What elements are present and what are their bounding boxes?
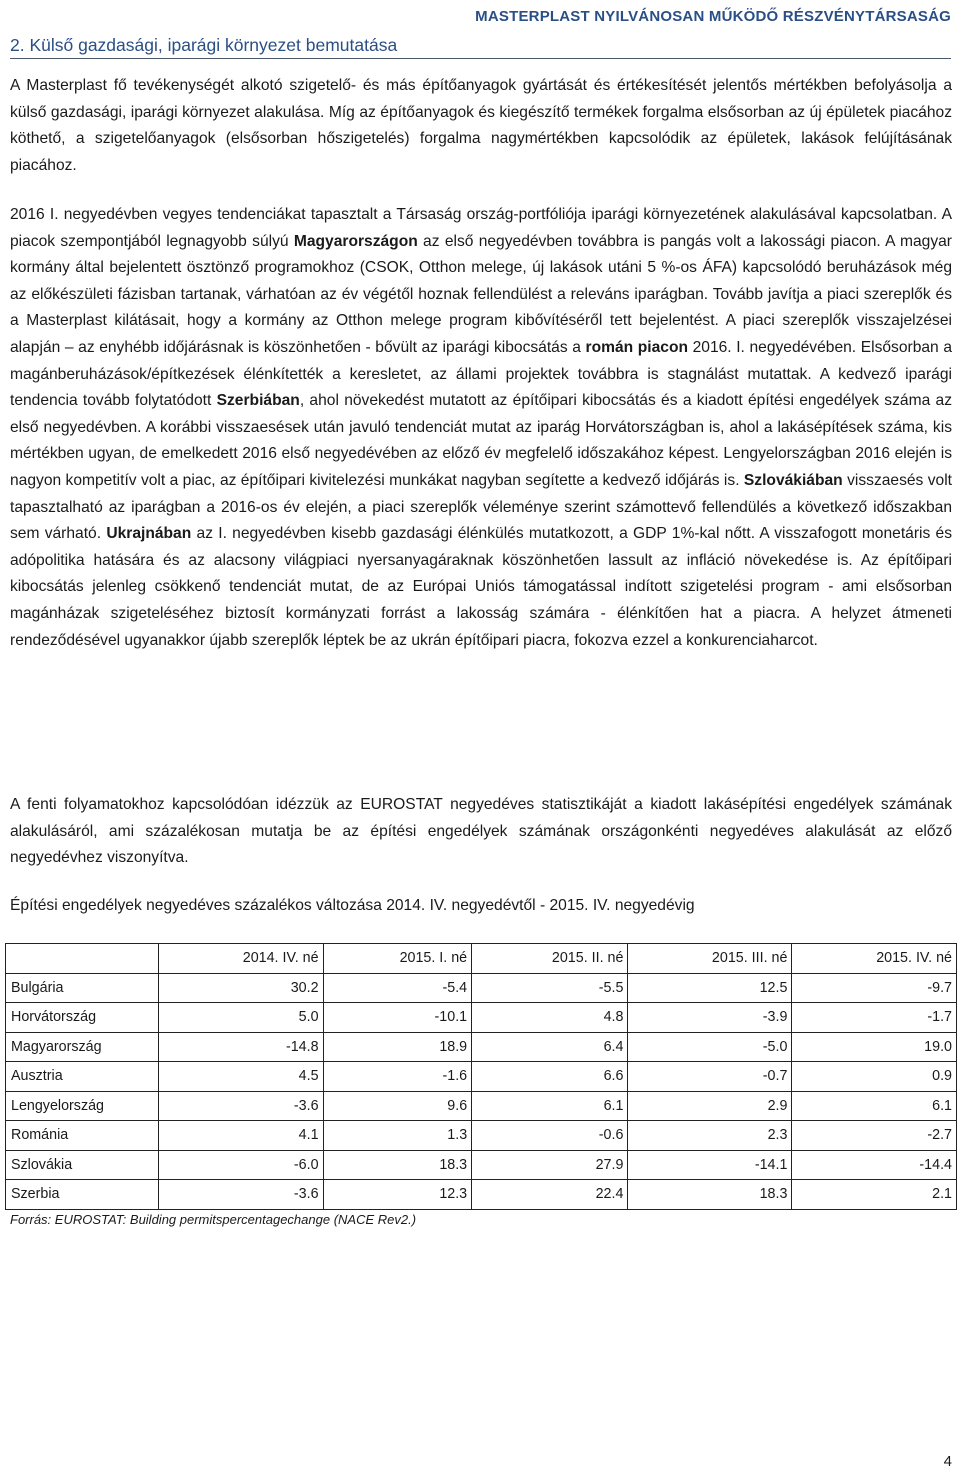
country-cell: Románia (6, 1121, 159, 1151)
table-source: Forrás: EUROSTAT: Building permitspercentagechange (NACE Rev2.) (10, 1212, 417, 1227)
value-cell: 18.3 (628, 1180, 792, 1210)
value-cell: 9.6 (323, 1091, 472, 1121)
value-cell: -3.9 (628, 1003, 792, 1033)
table-header-row (6, 944, 957, 974)
value-cell: -5.5 (472, 973, 628, 1003)
value-cell: 1.3 (323, 1121, 472, 1151)
value-cell: -10.1 (323, 1003, 472, 1033)
value-cell: 6.1 (472, 1091, 628, 1121)
value-cell: 6.1 (792, 1091, 957, 1121)
value-cell: -3.6 (159, 1091, 324, 1121)
value-cell: 12.3 (323, 1180, 472, 1210)
company-name: MASTERPLAST NYILVÁNOSAN MŰKÖDŐ RÉSZVÉNYTÁRSASÁG (475, 8, 951, 25)
column-header: 2015. I. né (323, 944, 472, 974)
value-cell: -5.4 (323, 973, 472, 1003)
highlight-ukraine: Ukrajnában (106, 525, 192, 543)
page-number: 4 (943, 1453, 952, 1470)
value-cell: 4.1 (159, 1121, 324, 1151)
column-header: 2015. III. né (628, 944, 792, 974)
section-title: 2. Külső gazdasági, iparági környezet bemutatása (10, 35, 398, 55)
value-cell: -14.4 (792, 1150, 957, 1180)
value-cell: -6.0 (159, 1150, 324, 1180)
value-cell: 18.3 (323, 1150, 472, 1180)
value-cell: 19.0 (792, 1032, 957, 1062)
highlight-serbia: Szerbiában (216, 392, 300, 410)
column-header: 2015. II. né (472, 944, 628, 974)
page-header (10, 4, 951, 59)
highlight-slovakia: Szlovákiában (743, 471, 843, 489)
value-cell: -3.6 (159, 1180, 324, 1210)
value-cell: -2.7 (792, 1121, 957, 1151)
column-header: 2014. IV. né (159, 944, 324, 974)
market-overview-paragraph: 2016 I. negyedévben vegyes tendenciákat tapasztalt a Társaság ország-portfóliója iparági környezetének alakulásával kapcsolatban. A piacok szempontjából legnagyobb súlyú Magyarországon az első negyedévben továbbra is pangás volt a lakossági piacon. A magyar kormány által bejelentett ösztönző programokhoz (CSOK, Otthon melege, új lakások utáni 5 %-os ÁFA) kapcsolódó beruházások még az előkészületi fázisban tartanak, várhatóan az év végétől hoznak fellendülést a releváns iparágban. Tovább javítja a piaci szereplők és a Masterplast kilátásait, hogy a kormány az Otthon melege program kibővítéséről tett bejelentést. A piaci szereplők visszajelzései alapján – az enyhébb időjárásnak is köszönhetően - bővült az iparági kibocsátás a román piacon 2016. I. negyedévében. Elsősorban a magánberuházások/építkezések élénkítették a keresletet, az állami projektek továbbra is stagnálást mutattak. A kedvező iparági tendencia tovább folytatódott Szerbiában, ahol növekedést mutatott az építőipari kibocsátás és a kiadott építési engedélyek száma az első negyedévben. A korábbi visszaesések után javuló tendenciát mutat az iparág Horvátországban is, ahol a lakásépítések száma, kis mértékben ugyan, de emelkedett 2016 első negyedévében az előző év megfelelő időszakához képest. Lengyelországban 2016 elején is nagyon kompetitív volt a piac, az építőipari kivitelezési munkákat nagyban segítette a kedvező időjárás is. Szlovákiában visszaesés volt tapasztalható az iparágban a 2016-os év elején, a piaci szereplők véleménye szerint számottevő fellendülés a következő időszakban sem várható. Ukrajnában az I. negyedévben kisebb gazdasági élénkülés mutatkozott, a GDP 1%-kal nőtt. A visszafogott monetáris és adópolitika hatására és az alacsony világpiaci nyersanyagáraknak köszönhetően lassult az infláció növekedése is. Az építőipari kibocsátás jelenleg csökkenő tendenciát mutat, de az Európai Uniós támogatással indított szigetelési program - ami elsősorban magánházak szigeteléséhez biztosít kormányzati forrást a lakosság számára - élénkítően hat a piacra. A helyzet átmeneti rendeződésével ugyanakkor újabb szereplők léptek be az ukrán építőipari piacra, fokozva ezzel a konkurenciaharcot. (10, 206, 953, 649)
value-cell: 22.4 (472, 1180, 628, 1210)
value-cell: -5.0 (628, 1032, 792, 1062)
table-row (6, 1150, 957, 1180)
intro-paragraph: A Masterplast fő tevékenységét alkotó szigetelő- és más építőanyagok gyártását és értékesítését jelentős mértékben befolyásolja a külső gazdasági, iparági környezet alakulása. Míg az építőanyagok és kiegészítő termékek forgalma elsősorban az új épületek piacához köthető, a szigetelőanyagok (elsősorban hőszigetelés) forgalma nagymértékben kapcsolódik az épületek, lakások felújításának piacához. (10, 77, 952, 174)
value-cell: -1.7 (792, 1003, 957, 1033)
value-cell: 5.0 (159, 1003, 324, 1033)
value-cell: 12.5 (628, 973, 792, 1003)
value-cell: 6.4 (472, 1032, 628, 1062)
country-cell: Lengyelország (6, 1091, 159, 1121)
value-cell: -1.6 (323, 1062, 472, 1092)
table-row (6, 1180, 957, 1210)
value-cell: 18.9 (323, 1032, 472, 1062)
country-cell: Szerbia (6, 1180, 159, 1210)
value-cell: 4.5 (159, 1062, 324, 1092)
value-cell: -0.7 (628, 1062, 792, 1092)
value-cell: 2.3 (628, 1121, 792, 1151)
country-cell: Szlovákia (6, 1150, 159, 1180)
table-row (6, 1121, 957, 1151)
highlight-hungary: Magyarországon (293, 232, 418, 250)
table-row (6, 1062, 957, 1092)
country-cell: Ausztria (6, 1062, 159, 1092)
value-cell: -0.6 (472, 1121, 628, 1151)
table-caption: Építési engedélyek negyedéves százalékos változása 2014. IV. negyedévtől - 2015. IV. negyedévig (10, 897, 695, 914)
country-cell: Horvátország (6, 1003, 159, 1033)
value-cell: -14.1 (628, 1150, 792, 1180)
building-permits-table (5, 943, 957, 1210)
value-cell: 2.1 (792, 1180, 957, 1210)
value-cell: 2.9 (628, 1091, 792, 1121)
table-row (6, 1091, 957, 1121)
table-row (6, 973, 957, 1003)
value-cell: 27.9 (472, 1150, 628, 1180)
corner-cell (6, 944, 159, 974)
value-cell: 6.6 (472, 1062, 628, 1092)
value-cell: -14.8 (159, 1032, 324, 1062)
value-cell: 4.8 (472, 1003, 628, 1033)
column-header: 2015. IV. né (792, 944, 957, 974)
highlight-romania: román piacon (585, 338, 689, 356)
table-row (6, 1003, 957, 1033)
country-cell: Magyarország (6, 1032, 159, 1062)
value-cell: -9.7 (792, 973, 957, 1003)
value-cell: 0.9 (792, 1062, 957, 1092)
country-cell: Bulgária (6, 973, 159, 1003)
table-row (6, 1032, 957, 1062)
eurostat-paragraph: A fenti folyamatokhoz kapcsolódóan idézzük az EUROSTAT negyedéves statisztikáját a kiadott lakásépítési engedélyek számának alakulásáról, ami százalékosan mutatja be az építési engedélyek számának országonkénti negyedéves alakulását az előző negyedévhez viszonyítva. (10, 796, 952, 867)
value-cell: 30.2 (159, 973, 324, 1003)
